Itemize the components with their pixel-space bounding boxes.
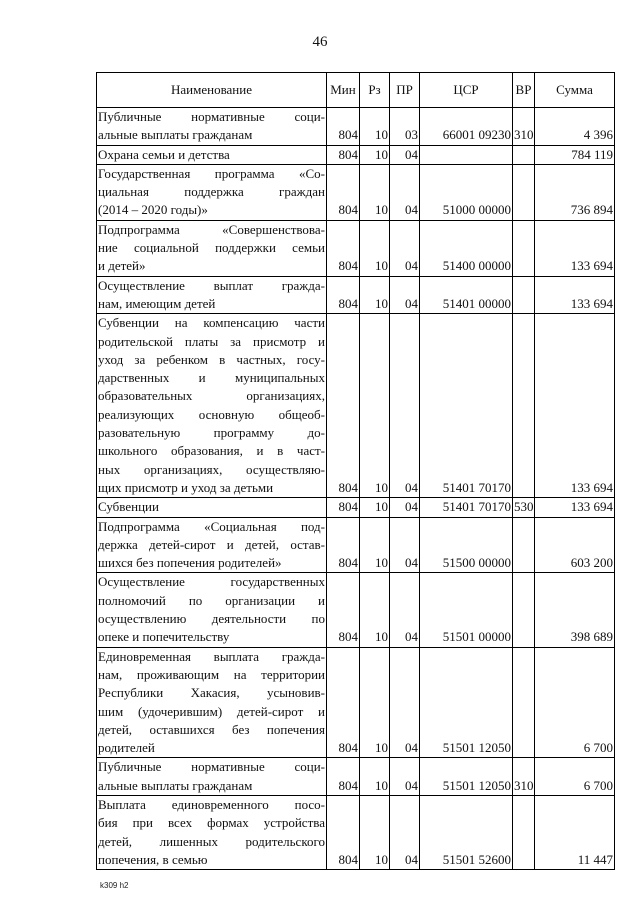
- row-name-line: циальная поддержка граждан: [98, 184, 325, 200]
- row-name: [97, 145, 327, 164]
- row-name-line: уход за ребенком в частных, госу-: [98, 351, 325, 367]
- row-name-line: осуществлению деятельности по: [98, 611, 325, 627]
- row-name-line: опеке и попечительству: [98, 629, 230, 645]
- row-min: 804: [327, 145, 360, 164]
- row-sum: 603 200: [535, 517, 615, 573]
- header-vr: ВР: [513, 73, 535, 108]
- row-pr: 04: [390, 145, 420, 164]
- row-name-line: шим (удочерившим) детей-сирот и: [98, 703, 325, 719]
- row-vr: [513, 314, 535, 498]
- row-name-line: Субвенции: [98, 499, 159, 515]
- row-name-line: (2014 – 2020 годы)»: [98, 202, 208, 218]
- budget-table: [96, 72, 615, 870]
- row-csr: 51401 00000: [420, 276, 513, 314]
- row-min: 804: [327, 647, 360, 758]
- table-row: [97, 647, 615, 758]
- header-sum: Сумма: [535, 73, 615, 108]
- row-csr: 51500 00000: [420, 517, 513, 573]
- row-vr: 530: [513, 498, 535, 517]
- row-name: [97, 220, 327, 276]
- row-rz: 10: [360, 108, 390, 146]
- header-csr: ЦСР: [420, 73, 513, 108]
- row-name-line: полномочий по организации и: [98, 592, 325, 608]
- row-name: [97, 498, 327, 517]
- row-csr: 51501 52600: [420, 795, 513, 869]
- row-vr: [513, 164, 535, 220]
- row-name-line: Публичные нормативные соци-: [98, 759, 325, 775]
- row-pr: 04: [390, 795, 420, 869]
- row-rz: 10: [360, 573, 390, 647]
- row-pr: 04: [390, 164, 420, 220]
- row-name-line: Единовременная выплата гражда-: [98, 648, 325, 664]
- row-rz: 10: [360, 498, 390, 517]
- row-csr: 51501 00000: [420, 573, 513, 647]
- row-sum: 6 700: [535, 758, 615, 796]
- row-min: 804: [327, 164, 360, 220]
- row-sum: 398 689: [535, 573, 615, 647]
- row-name-line: щих присмотр и уход за детьми: [98, 479, 274, 495]
- row-name-line: Республики Хакасия, усыновив-: [98, 685, 325, 701]
- header-min: Мин: [327, 73, 360, 108]
- row-pr: 04: [390, 220, 420, 276]
- row-min: 804: [327, 795, 360, 869]
- row-min: 804: [327, 517, 360, 573]
- row-name-line: разовательную программу до-: [98, 425, 325, 441]
- row-csr: 51400 00000: [420, 220, 513, 276]
- table-row: [97, 108, 615, 146]
- row-name-line: Подпрограмма «Совершенствова-: [98, 221, 325, 237]
- row-sum: 6 700: [535, 647, 615, 758]
- table-row: [97, 795, 615, 869]
- header-rz: Рз: [360, 73, 390, 108]
- table-row: [97, 220, 615, 276]
- row-min: 804: [327, 758, 360, 796]
- row-name-line: Осуществление государственных: [98, 574, 325, 590]
- row-vr: 310: [513, 758, 535, 796]
- row-name-line: ных организациях, осуществляю-: [98, 461, 325, 477]
- row-vr: [513, 220, 535, 276]
- row-sum: 133 694: [535, 276, 615, 314]
- row-name-line: шихся без попечения родителей»: [98, 555, 282, 571]
- footer-code: k309 h2: [100, 881, 129, 890]
- table-row: [97, 758, 615, 796]
- row-name-line: попечения, в семью: [98, 851, 208, 867]
- row-name-line: родительской платы за присмотр и: [98, 333, 325, 349]
- row-rz: 10: [360, 647, 390, 758]
- table-row: [97, 276, 615, 314]
- row-sum: 784 119: [535, 145, 615, 164]
- row-sum: 133 694: [535, 314, 615, 498]
- row-name: [97, 573, 327, 647]
- row-name: [97, 108, 327, 146]
- row-name-line: Осуществление выплат гражда-: [98, 277, 325, 293]
- row-rz: 10: [360, 220, 390, 276]
- row-csr: [420, 145, 513, 164]
- row-name-line: альные выплаты гражданам: [98, 127, 253, 143]
- row-rz: 10: [360, 145, 390, 164]
- table-row: [97, 517, 615, 573]
- row-min: 804: [327, 498, 360, 517]
- row-name: [97, 795, 327, 869]
- row-name-line: детей, оставшихся без попечения: [98, 721, 325, 737]
- row-csr: 66001 09230: [420, 108, 513, 146]
- table-row: [97, 498, 615, 517]
- row-csr: 51401 70170: [420, 498, 513, 517]
- row-rz: 10: [360, 758, 390, 796]
- row-name-line: Публичные нормативные соци-: [98, 109, 325, 124]
- row-name-line: родителей: [98, 740, 155, 756]
- row-sum: 4 396: [535, 108, 615, 146]
- row-name-line: Выплата единовременного посо-: [98, 796, 325, 812]
- row-pr: 04: [390, 314, 420, 498]
- row-name: [97, 758, 327, 796]
- row-sum: 736 894: [535, 164, 615, 220]
- row-name-line: школьного образования, и в част-: [98, 443, 325, 459]
- row-min: 804: [327, 108, 360, 146]
- row-pr: 04: [390, 573, 420, 647]
- row-name-line: детей, лишенных родительского: [98, 833, 325, 849]
- row-name: [97, 164, 327, 220]
- row-name: [97, 276, 327, 314]
- table-row: [97, 573, 615, 647]
- row-name-line: держка детей-сирот и детей, остав-: [98, 536, 325, 552]
- row-name-line: Государственная программа «Со-: [98, 165, 325, 181]
- row-name: [97, 314, 327, 498]
- row-vr: [513, 647, 535, 758]
- row-name-line: нам, имеющим детей: [98, 295, 216, 311]
- row-name-line: Охрана семьи и детства: [98, 146, 230, 162]
- row-name-line: Подпрограмма «Социальная под-: [98, 518, 325, 534]
- row-name: [97, 517, 327, 573]
- row-rz: 10: [360, 795, 390, 869]
- row-pr: 04: [390, 517, 420, 573]
- row-csr: 51501 12050: [420, 647, 513, 758]
- page-number: 46: [312, 34, 328, 50]
- row-pr: 04: [390, 647, 420, 758]
- row-min: 804: [327, 276, 360, 314]
- row-name-line: альные выплаты гражданам: [98, 777, 253, 793]
- row-min: 804: [327, 314, 360, 498]
- row-pr: 04: [390, 758, 420, 796]
- row-name-line: дарственных и муниципальных: [98, 370, 325, 386]
- row-name-line: бия при всех формах устройства: [98, 815, 325, 831]
- row-csr: 51501 12050: [420, 758, 513, 796]
- row-name-line: Субвенции на компенсацию части: [98, 315, 325, 331]
- row-vr: [513, 795, 535, 869]
- row-pr: 04: [390, 498, 420, 517]
- row-rz: 10: [360, 276, 390, 314]
- row-vr: [513, 573, 535, 647]
- row-rz: 10: [360, 517, 390, 573]
- row-sum: 11 447: [535, 795, 615, 869]
- row-min: 804: [327, 573, 360, 647]
- row-rz: 10: [360, 314, 390, 498]
- row-csr: 51401 70170: [420, 314, 513, 498]
- row-sum: 133 694: [535, 498, 615, 517]
- row-name-line: образовательных организациях,: [98, 388, 325, 404]
- row-pr: 04: [390, 276, 420, 314]
- header-pr: ПР: [390, 73, 420, 108]
- row-sum: 133 694: [535, 220, 615, 276]
- row-name-line: ние социальной поддержки семьи: [98, 240, 325, 256]
- row-vr: [513, 276, 535, 314]
- row-name-line: и детей»: [98, 258, 146, 274]
- row-csr: 51000 00000: [420, 164, 513, 220]
- table-row: [97, 145, 615, 164]
- table-row: [97, 314, 615, 498]
- row-vr: [513, 517, 535, 573]
- table-header-row: [97, 73, 615, 108]
- row-min: 804: [327, 220, 360, 276]
- header-name: Наименование: [97, 73, 327, 108]
- table-row: [97, 164, 615, 220]
- table-body: [97, 108, 615, 870]
- row-pr: 03: [390, 108, 420, 146]
- row-name-line: нам, проживающим на территории: [98, 666, 325, 682]
- row-rz: 10: [360, 164, 390, 220]
- row-name-line: реализующих основную общеоб-: [98, 406, 325, 422]
- row-vr: [513, 145, 535, 164]
- row-vr: 310: [513, 108, 535, 146]
- row-name: [97, 647, 327, 758]
